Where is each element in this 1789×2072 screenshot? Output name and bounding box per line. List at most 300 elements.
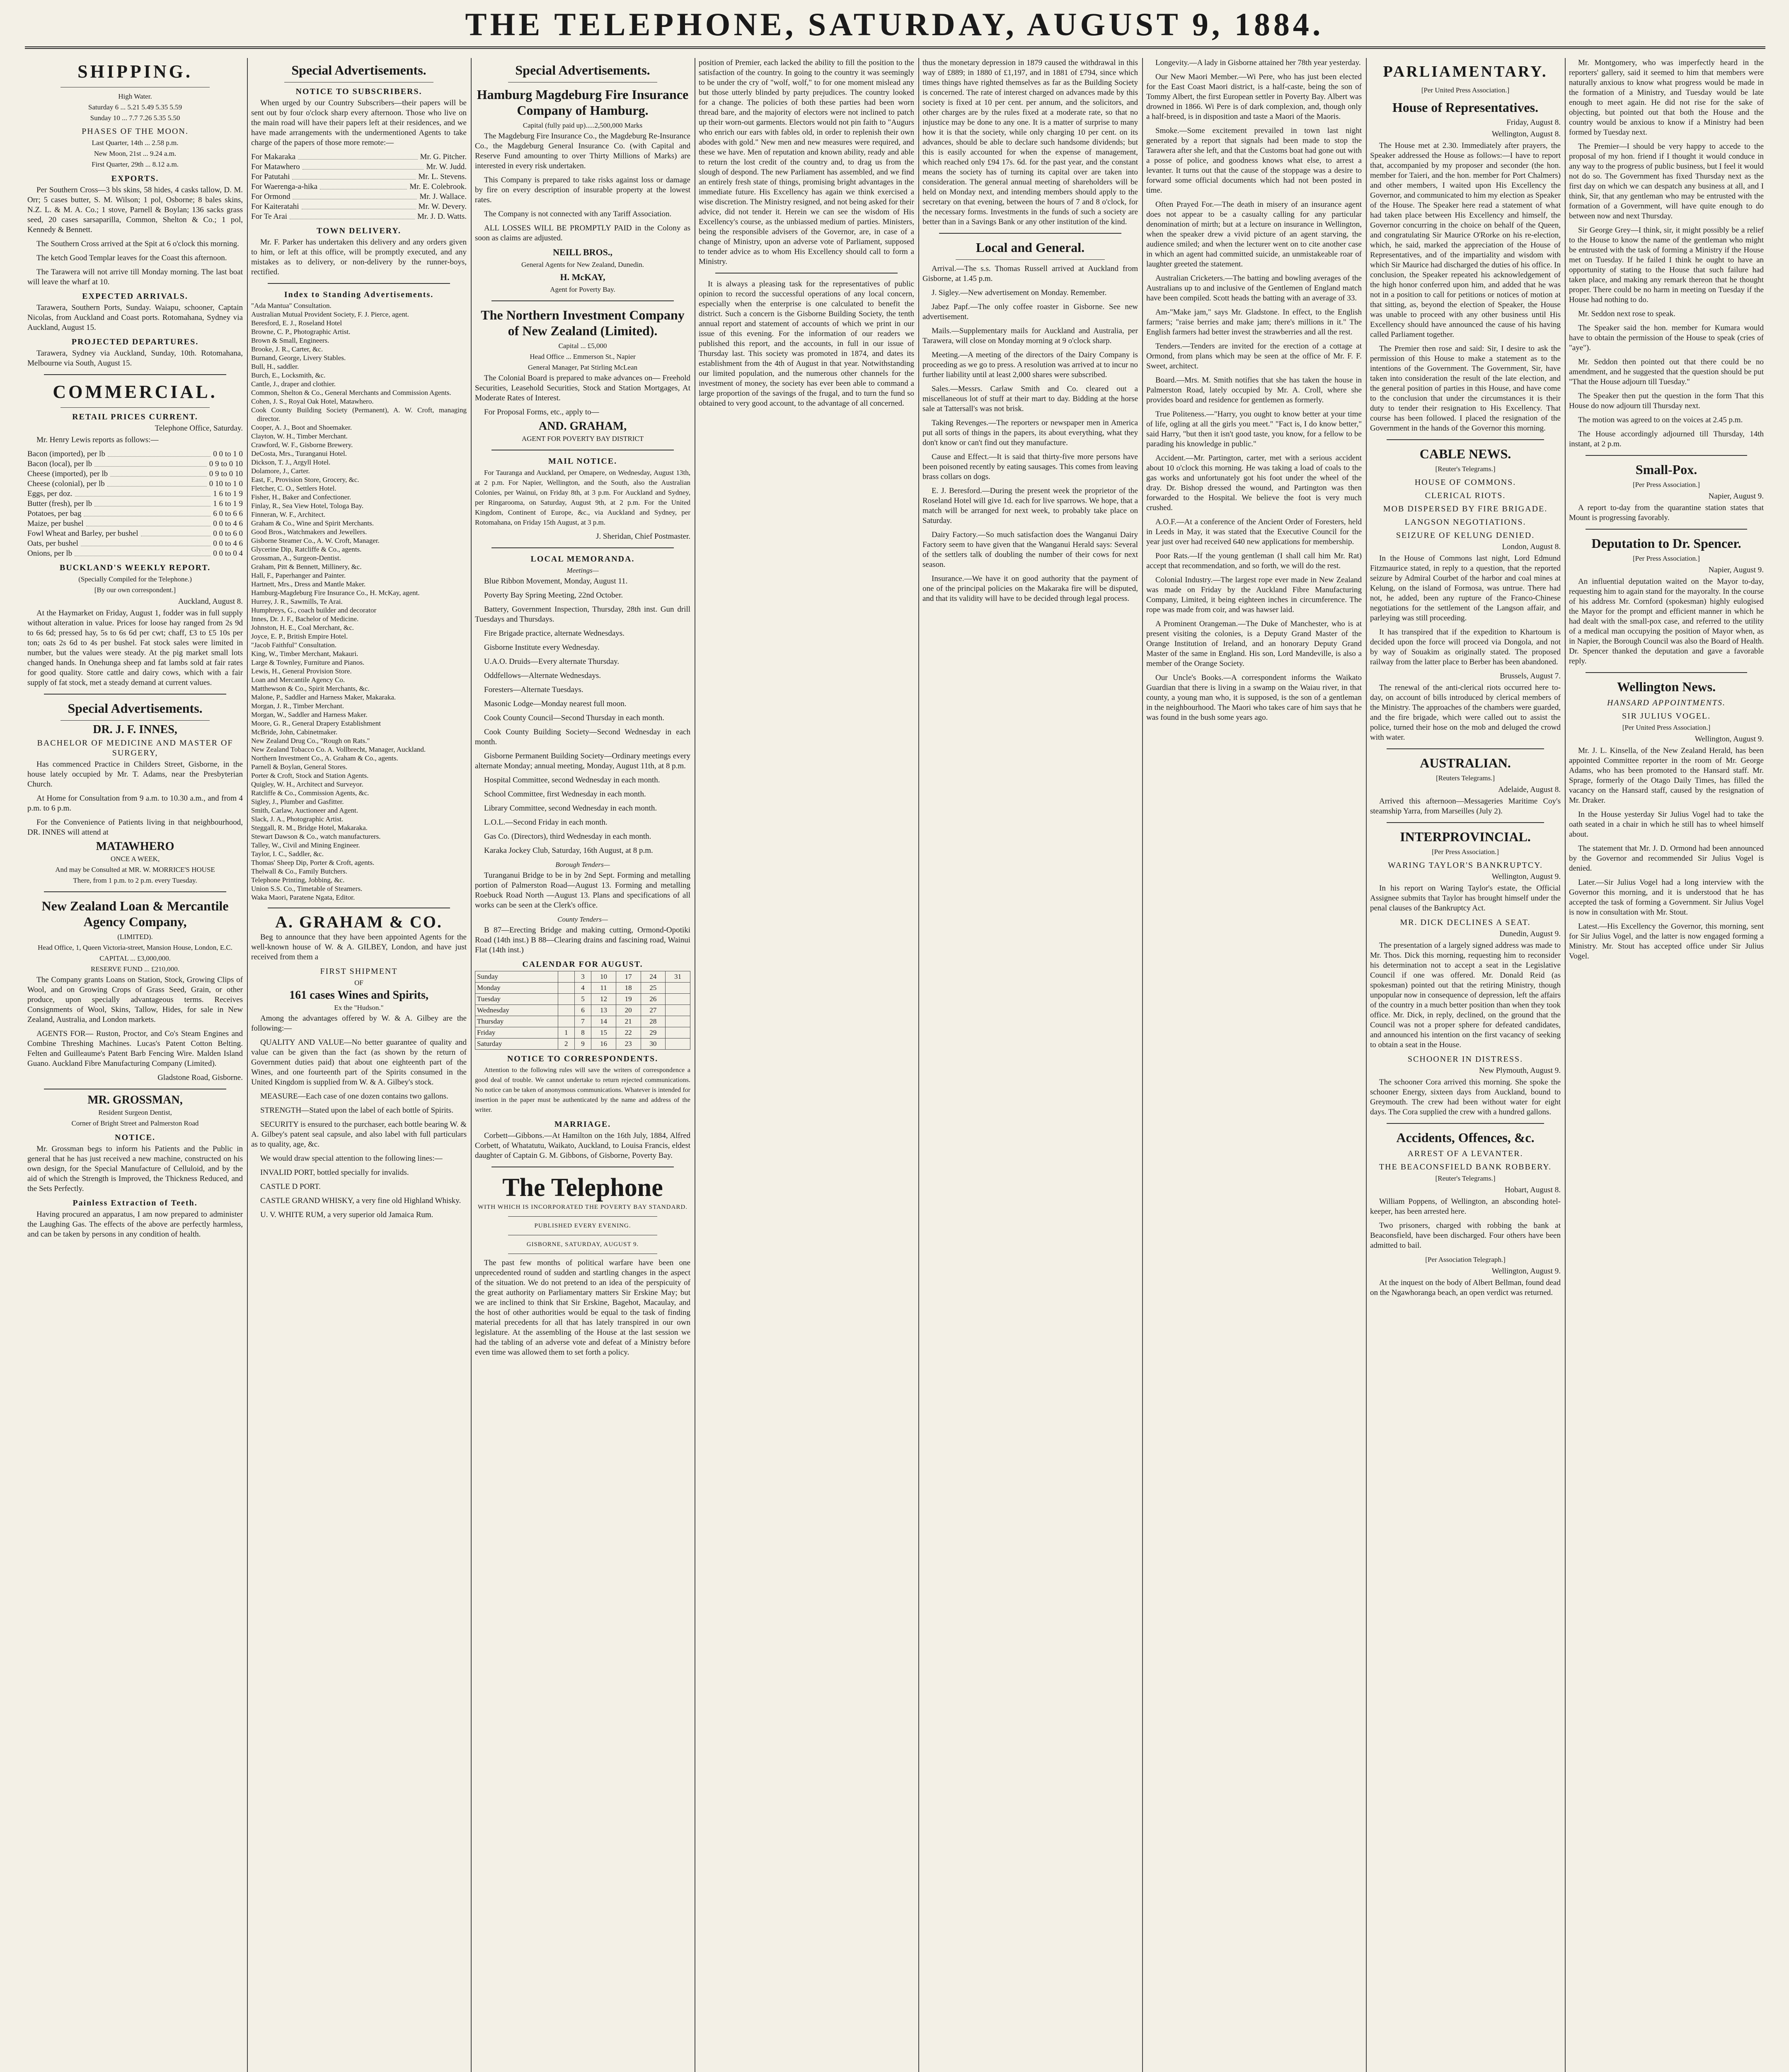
nzloan-limited: (LIMITED). <box>117 933 153 941</box>
marriage-text: Corbett—Gibbons.—At Hamilton on the 16th July, 1884, Alfred Corbett, of Whatatutu, Waikato, Auckland, to Louisa Francis, eldest daughter of Captain G. M. Gibbons, of Gisborne, Poverty Bay. <box>475 1131 690 1160</box>
graham-ex: Ex the "Hudson." <box>334 1004 384 1012</box>
innes-time: There, from 1 p.m. to 2 p.m. every Tuesday. <box>73 876 197 884</box>
index-item: Hamburg-Magdeburg Fire Insurance Co., H. McKay, agent. <box>251 589 420 597</box>
bank-dateline: Hobart, August 8. <box>1504 1186 1561 1194</box>
dick-text: The presentation of a largely signed address was made to Mr. Thos. Dick this morning, requesting him to reconsider his determination not to accept a seat in the Legislative Council if one was offered. Mr. Donald Reid (as spokesman) pointed out that the retiring Ministry, though unpopular now in consequence of depression, left the affairs of the country in a much better position than when they took office. Mr. Dick, in reply, declined, on the ground that the Council was not a proper sphere for defeated candidates, and announced his intention on the first vacancy of seeking to obtain a seat in the House. <box>1370 941 1561 1049</box>
tide-row: Sunday 10 ... 7.7 7.26 5.35 5.50 <box>90 114 180 122</box>
local-item: E. J. Beresford.—During the present week the proprietor of the Roseland Hotel will give 1d. each for live sparrows. We hope, that a match will be arranged for next week, to probably take place on Saturday. <box>922 487 1138 525</box>
retail-heading: RETAIL PRICES CURRENT. <box>72 412 198 421</box>
retail-sub: Telephone Office, Saturday. <box>155 424 243 433</box>
special-heading: Special Advertisements. <box>291 63 426 77</box>
index-item: Innes, Dr. J. F., Bachelor of Medicine. <box>251 615 359 623</box>
calendar-cell: 3 <box>574 971 591 983</box>
local-item: Mails.—Supplementary mails for Auckland and Australia, per Tarawera, will close on Monday morning at 9 o'clock sharp. <box>922 327 1138 345</box>
australian-dateline: Adelaide, August 8. <box>1498 785 1561 794</box>
price-leader <box>107 479 207 487</box>
meeting-item: Foresters—Alternate Tuesdays. <box>484 685 583 694</box>
innes-name: DR. J. F. INNES, <box>93 723 177 736</box>
meeting-item: Battery, Government Inspection, Thursday, 28th inst. Gun drill Tuesdays and Thursdays. <box>475 605 690 624</box>
hamburg-text: This Company is prepared to take risks against loss or damage by fire on every description of insurable property at the lowest rates. <box>475 176 690 204</box>
price-item: Maize, per bushel <box>27 519 84 528</box>
wellington-text: The statement that Mr. J. D. Ormond had been announced by the Governor and recommended Sir Julius Vogel is denied. <box>1569 844 1764 873</box>
index-item: DeCosta, Mrs., Turanganui Hotel. <box>251 450 347 457</box>
index-item: "Ada Mantua" Consultation. <box>251 302 332 310</box>
graham-line: U. V. WHITE RUM, a very superior old Jamaica Rum. <box>260 1210 433 1219</box>
local-memoranda-heading: LOCAL MEMORANDA. <box>530 554 635 564</box>
innes-when: ONCE A WEEK, <box>110 855 160 863</box>
calendar-cell: 6 <box>574 1005 591 1016</box>
index-item: East, F., Provision Store, Grocery, &c. <box>251 476 359 484</box>
index-item: Thomas' Sheep Dip, Porter & Croft, agents. <box>251 859 375 867</box>
northern-text: The Colonial Board is prepared to make advances on— Freehold Securities, Leasehold Securities, Stock and Station Mortgages, At Moderate Rates of Interest. <box>475 374 690 402</box>
price-row <box>27 509 243 519</box>
moon-row: First Quarter, 29th ... 8.12 a.m. <box>92 160 179 168</box>
index-item: Cook County Building Society (Permanent), A. W. Croft, managing director. <box>251 406 467 423</box>
price-leader <box>84 509 211 516</box>
wellington-text: Later.—Sir Julius Vogel had a long interview with the Governor this morning, and it is understood that he has accepted the task of forming a Government. Sir Julius Vogel is now in consultation with Mr. Stout. <box>1569 878 1764 917</box>
divider <box>1387 748 1544 749</box>
meeting-item: Blue Ribbon Movement, Monday, August 11. <box>484 577 628 586</box>
price-row <box>27 549 243 559</box>
local-items <box>1146 58 1362 723</box>
cable-subhead: SEIZURE OF KELUNG DENIED. <box>1396 531 1535 540</box>
calendar-cell <box>558 1016 574 1027</box>
hamburg-capital: Capital (fully paid up).....2,500,000 Marks <box>523 121 643 129</box>
price-leader <box>110 469 207 477</box>
expected-heading: EXPECTED ARRIVALS. <box>82 292 188 301</box>
calendar-cell: 13 <box>591 1005 616 1016</box>
divider <box>44 374 226 375</box>
price-row <box>27 499 243 509</box>
calendar-row <box>475 1005 690 1016</box>
projected-text: Tarawera, Sydney via Auckland, Sunday, 10th. Rotomahana, Melbourne via South, August 15. <box>27 349 243 368</box>
parliamentary-heading: PARLIAMENTARY. <box>1383 63 1548 80</box>
cable-text: The renewal of the anti-clerical riots occurred here to-day, on account of bills introduced by clerical members of the Ministry. The approaches of the chambers were guarded, and the fire brigade, which were called out to assist the police, turned their hose on the mob and deluged the crowd with water. <box>1370 683 1561 742</box>
calendar-cell: Friday <box>475 1027 558 1038</box>
grossman-notice: NOTICE. <box>115 1133 155 1142</box>
agent-leader <box>293 192 417 199</box>
local-item: Board.—Mrs. M. Smith notifies that she has taken the house in Palmerston Road, lately occupied by Mr. A. Croll, where she provides board and residence for gentlemen as formerly. <box>1146 376 1362 404</box>
price-row <box>27 449 243 459</box>
price-item: Cheese (imported), per lb <box>27 470 108 478</box>
price-row <box>27 489 243 499</box>
divider <box>1387 822 1544 823</box>
local-item: Arrival.—The s.s. Thomas Russell arrived at Auckland from Gisborne, at 1.45 p.m. <box>922 264 1138 283</box>
divider <box>956 259 1105 260</box>
agent-row <box>251 162 467 172</box>
calendar-cell: 18 <box>616 983 641 994</box>
index-item: Hartnett, Mrs., Dress and Mantle Maker. <box>251 580 366 588</box>
column-3 <box>475 58 690 2072</box>
local-item: Dairy Factory.—So much satisfaction does the Wanganui Dairy Factory seem to have given that the Wanganui Herald says: Several of the settlers talk of doubling the number of their cows for next season. <box>922 530 1138 569</box>
calendar-cell: 10 <box>591 971 616 983</box>
nzloan-text: The Company grants Loans on Station, Stock, Growing Clips of Wool, and on Growing Crops of Grass Seed, Grain, or other produce, upon specially advantageous terms. Receives Consignments of Wool, Skins, Tallow, Hides, for sale in New Zealand, Australia, and London markets. <box>27 975 243 1024</box>
index-item: Moore, G. R., General Drapery Establishment <box>251 719 381 727</box>
graham-cases: 161 cases Wines and Spirits, <box>289 989 428 1002</box>
divider <box>268 283 450 284</box>
price-value: 0 0 to 6 0 <box>213 529 243 538</box>
price-list <box>27 449 243 559</box>
northern-agent-sub: AGENT FOR POVERTY BAY DISTRICT <box>521 435 644 443</box>
masthead <box>0 0 1789 46</box>
special-heading: Special Advertisements. <box>68 701 203 716</box>
innes-where: And may be Consulted at MR. W. MORRICE'S HOUSE <box>55 866 215 874</box>
index-item: Finneran, W. F., Architect. <box>251 511 326 518</box>
county-heading: County Tenders— <box>557 915 608 923</box>
agent-name: Mr. L. Stevens. <box>418 172 467 181</box>
northern-forms: For Proposal Forms, etc., apply to— <box>484 408 599 416</box>
index-item: Cooper, A. J., Boot and Shoemaker. <box>251 424 352 431</box>
inquest-source: [Per Association Telegraph.] <box>1425 1256 1506 1264</box>
column-8 <box>1569 58 1764 2072</box>
price-leader <box>75 549 211 556</box>
building-society-article: It is always a pleasing task for the representatives of public opinion to record the successful operations of any local concern, especially when the enterprise is one calculated to benefit the district. Such a concern is the Gisborne Building Society, the tenth annual report and statement of accounts of which we print in our issue of this evening. For the information of our readers we published this report, and the accounts, in full in our issue of Thursday last. This society was promoted in 1874, and dates its establishment from the 4th of August in that year. Notwithstanding our limited population, and the numerous other channels for the investment of money, the society has ever been able to command a large proportion of the savings of the frugal, and to turn the fund so obtained to very good account, to the advantage of all concerned. <box>699 280 914 408</box>
local-items <box>922 264 1138 604</box>
wellington-source: [Per United Press Association.] <box>1622 724 1711 731</box>
calendar-cell: 16 <box>591 1038 616 1050</box>
calendar-cell: 17 <box>616 971 641 983</box>
index-item: Thelwall & Co., Family Butchers. <box>251 867 347 875</box>
interprovincial-heading: INTERPROVINCIAL. <box>1400 829 1531 844</box>
local-item: Colonial Industry.—The largest rope ever made in New Zealand was made on Friday by the Auckland Fibre Manufacturing Company, Limited, it being eighteen inches in circumference. The rope was made from coir, and was hawser laid. <box>1146 576 1362 614</box>
deputation-dateline: Napier, August 9. <box>1708 566 1764 574</box>
meeting-item: Hospital Committee, second Wednesday in each month. <box>484 776 660 784</box>
adjourned-text: The House accordingly adjourned till Thursday, 14th instant, at 2 p.m. <box>1569 430 1764 448</box>
expected-text: Tarawera, Southern Ports, Sunday. Waiapu, schooner, Captain Nicolas, from Auckland and Coast ports. Rotomahana, Sydney via Auckland, August 15. <box>27 303 243 332</box>
index-item: Good Bros., Watchmakers and Jewellers. <box>251 528 367 536</box>
column-rule <box>471 58 472 2072</box>
speaker-text: The Speaker then put the question in the form That this House do now adjourn till Thursday next. <box>1569 392 1764 410</box>
agent-place: For Patutahi <box>251 172 290 181</box>
meeting-item: Gisborne Permanent Building Society—Ordinary meetings every alternate Monday; annual meeting, Monday, August 11th, at 8 p.m. <box>475 752 690 770</box>
calendar-cell: 30 <box>641 1038 666 1050</box>
hamburg-losses: ALL LOSSES WILL BE PROMPTLY PAID in the Colony as soon as claims are adjusted. <box>475 224 690 242</box>
northern-agent: AND. GRAHAM, <box>538 420 627 433</box>
calendar-cell: 31 <box>666 971 690 983</box>
projected-heading: PROJECTED DEPARTURES. <box>71 337 199 346</box>
column-rule <box>1142 58 1143 2072</box>
calendar-cell: Saturday <box>475 1038 558 1050</box>
price-row <box>27 519 243 529</box>
agent-leader <box>292 172 416 179</box>
graham-security: SECURITY is ensured to the purchaser, each bottle bearing W. & A. Gilbey's patent seal capsule, and also label with full particulars as to quality, age, &c. <box>251 1120 467 1149</box>
calendar-cell <box>666 983 690 994</box>
divider <box>491 300 674 301</box>
index-item: Slack, J. A., Photographic Artist. <box>251 815 344 823</box>
smallpox-source: [Per Press Association.] <box>1633 481 1700 489</box>
premier-text: Mr. Montgomery, who was imperfectly heard in the reporters' gallery, said it seemed to him that members were naturally anxious to know what progress would be made in the formation of a Ministry, and Tuesday would be late enough to meet again. He did not rise for the sake of objecting, but pointed out that both the House and the country would be anxious to know if a Ministry had been formed by Tuesday next. <box>1569 58 1764 137</box>
agent-name: Mr. W. Devery. <box>418 202 467 211</box>
price-value: 0 0 to 4 6 <box>213 539 243 548</box>
northern-capital: Capital ... £5,000 <box>558 342 607 350</box>
local-item: Our New Maori Member.—Wi Pere, who has just been elected for the East Coast Maori district, is a half-caste, being the son of Tommy Albert, the first European settler in Poverty Bay. Albert was drowned in 1866. Wi Pere is of dark complexion, and, though only a half-breed, is in disposition and taste a Maori of the Maoris. <box>1146 73 1362 121</box>
column-4 <box>699 58 914 2072</box>
meeting-item: L.O.L.—Second Friday in each month. <box>484 818 608 827</box>
calendar-cell: Monday <box>475 983 558 994</box>
price-row <box>27 529 243 539</box>
nzloan-heading: New Zealand Loan & Mercantile Agency Company, <box>41 898 229 929</box>
index-item: Browne, C. P., Photographic Artist. <box>251 328 351 336</box>
schooner-heading: SCHOONER IN DISTRESS. <box>1407 1055 1523 1064</box>
meeting-item: Gisborne Institute every Wednesday. <box>484 643 600 652</box>
hamburg-mckay: H. McKAY, <box>560 272 605 282</box>
index-item: Crawford, W. F., Gisborne Brewery. <box>251 441 353 449</box>
agent-leader <box>320 182 407 189</box>
meeting-item: Library Committee, second Wednesday in each month. <box>484 804 657 813</box>
index-item: Johnston, H. E., Coal Merchant, &c. <box>251 624 354 632</box>
interprovincial-source: [Per Press Association.] <box>1432 848 1499 856</box>
bank-source: [Reuter's Telegrams.] <box>1435 1174 1496 1182</box>
index-item: Fisher, H., Baker and Confectioner. <box>251 493 351 501</box>
index-item: Common, Shelton & Co., General Merchants and Commission Agents. <box>251 389 451 397</box>
index-item: Union S.S. Co., Timetable of Steamers. <box>251 885 363 893</box>
meeting-item: Poverty Bay Spring Meeting, 22nd October. <box>484 591 623 600</box>
index-item: New Zealand Drug Co., "Rough on Rats." <box>251 737 370 745</box>
divider <box>61 720 210 721</box>
calendar-cell: Thursday <box>475 1016 558 1027</box>
mail-sign: J. Sheridan, Chief Postmaster. <box>596 532 690 541</box>
price-leader <box>94 459 207 467</box>
borough-heading: Borough Tenders— <box>555 861 610 869</box>
seddon-text: Mr. Seddon then pointed out that there could be no amendment, and he suggested that the question should be put "That the House adjourn till Tuesday." <box>1569 358 1764 386</box>
graham-attention: We would draw special attention to the following lines:— <box>260 1154 443 1163</box>
agent-row <box>251 202 467 212</box>
australian-heading: AUSTRALIAN. <box>1420 755 1511 770</box>
calendar-row <box>475 971 690 983</box>
nzloan-reserve: RESERVE FUND ... £210,000. <box>91 965 179 973</box>
index-item: Taylor, I. C., Saddler, &c. <box>251 850 324 858</box>
innes-text: Has commenced Practice in Childers Street, Gisborne, in the house lately occupied by Mr. T. Adams, near the Presbyterian Church. <box>27 760 243 789</box>
index-item: Smith, Carlaw, Auctioneer and Agent. <box>251 806 358 814</box>
cable-subhead: LANGSON NEGOTIATIONS. <box>1404 518 1526 527</box>
masthead-rule <box>25 46 1765 49</box>
northern-manager: General Manager, Pat Stirling McLean <box>528 363 638 371</box>
shipping-heading: SHIPPING. <box>77 61 193 82</box>
calendar-cell <box>558 971 574 983</box>
index-item: Talley, W., Civil and Mining Engineer. <box>251 841 360 849</box>
index-item: Stewart Dawson & Co., watch manufacturers. <box>251 833 381 840</box>
index-item: Graham, Pitt & Bennett, Millinery, &c. <box>251 563 362 571</box>
agent-row <box>251 212 467 222</box>
grossman-name: MR. GROSSMAN, <box>87 1094 183 1106</box>
agent-list <box>251 152 467 222</box>
calendar-table <box>475 971 690 1050</box>
index-item: Steggall, R. M., Bridge Hotel, Makaraka. <box>251 824 368 832</box>
nzloan-capital: CAPITAL ... £3,000,000. <box>99 954 171 962</box>
price-leader <box>86 519 211 526</box>
agent-leader <box>298 152 417 160</box>
local-item: True Politeness.—"Harry, you ought to know better at your time of life, ogling at all the girls you meet." "Fact is, I do know better," said Harry, "but then it isn't good taste, you know, for a fellow to be parading his knowledge in public." <box>1146 410 1362 448</box>
meeting-item: Cook County Council—Second Thursday in each month. <box>484 714 665 722</box>
inquest-text: At the inquest on the body of Albert Bellman, found dead on the Ngawhoranga beach, an open verdict was returned. <box>1370 1278 1561 1297</box>
agent-place: For Te Arai <box>251 212 287 221</box>
town-heading: TOWN DELIVERY. <box>316 226 401 235</box>
correspondents-heading: NOTICE TO CORRESPONDENTS. <box>507 1054 658 1063</box>
agent-row <box>251 152 467 162</box>
index-item: Bull, H., saddler. <box>251 363 299 370</box>
marriage-heading: MARRIAGE. <box>554 1120 611 1129</box>
building-society-continued: thus the monetary depression in 1879 caused the withdrawal in this way of £889; in 1880 of £1,197, and in 1881 of £794, since which times things have righted themselves as far as the Building Society is concerned. The rate of interest charged on advances made by this society is fixed at 10 per cent. per annum, and the solicitors, and other charges are by the rules fixed at a moderate rate, so that no injustice may be done to any one. It is a matter of surprise to many how it is that the society, while only charging 10 per cent. on its advances, should be able to declare such handsome dividends; but this is easily accounted for when the expense of management, which reached only £94 17s. 6d. for the past year, and the constant means the society has of turning its capital over are taken into consideration. The general annual meeting of shareholders will be held on Monday next, and intending members should apply to the secretary on that evening, between the hours of 7 and 8 o'clock, for the necessary forms. Investments in the funds of such a society are better than in a Savings Bank or any other institution of the kind. <box>922 58 1138 226</box>
calendar-cell: 27 <box>641 1005 666 1016</box>
hamburg-mckay-sub: Agent for Poverty Bay. <box>550 286 615 293</box>
calendar-heading: CALENDAR FOR AUGUST. <box>522 960 643 969</box>
masthead-title: THE TELEPHONE, SATURDAY, AUGUST 9, 1884. <box>465 6 1324 42</box>
index-item: Graham & Co., Wine and Spirit Merchants. <box>251 519 374 527</box>
index-item: Glycerine Dip, Ratcliffe & Co., agents. <box>251 545 362 553</box>
calendar-row <box>475 1016 690 1027</box>
price-item: Bacon (imported), per lb <box>27 450 105 458</box>
inquest-dateline: Wellington, August 9. <box>1491 1267 1561 1276</box>
house-text: The Premier then rose and said: Sir, I desire to ask the permission of this House to make a statement as to the intentions of the Government. The Government, Sir, have taken into consideration the result of the late election, and the general position of parties in this House, and have come to the conclusion that under the circumstances it is their duty to tender their resignation to His Excellency. That course has been followed. I placed the resignation of the Government in the hands of the Governor this morning. <box>1370 344 1561 433</box>
price-item: Onions, per lb <box>27 549 73 558</box>
index-item: Finlay, R., Sea View Hotel, Tologa Bay. <box>251 502 364 510</box>
hamburg-neill: NEILL BROS., <box>553 247 612 257</box>
column-6 <box>1146 58 1362 2072</box>
divider <box>1387 1123 1544 1124</box>
column-1 <box>27 58 243 2072</box>
grossman-address: Corner of Bright Street and Palmerston Road <box>71 1119 199 1127</box>
calendar-cell: 1 <box>558 1027 574 1038</box>
index-item: Joyce, E. P., British Empire Hotel. <box>251 632 348 640</box>
meeting-item: Oddfellows—Alternate Wednesdays. <box>484 671 601 680</box>
calendar-cell: 15 <box>591 1027 616 1038</box>
buckland-sub: (Specially Compiled for the Telephone.) <box>78 575 192 583</box>
calendar-row <box>475 1027 690 1038</box>
accidents-heading: Accidents, Offences, &c. <box>1396 1130 1535 1145</box>
calendar-cell <box>666 994 690 1005</box>
price-row <box>27 539 243 549</box>
index-item: Cantle, J., draper and clothier. <box>251 380 336 388</box>
graham-line: INVALID PORT, bottled specially for invalids. <box>260 1168 409 1177</box>
cable-text: It has transpired that if the expedition to Khartoum is decided upon the force will proceed via Dongola, and not by way of Souakim as originally stated. The proposed railway from the latter place to Berber has been abandoned. <box>1370 628 1561 666</box>
parliamentary-source: [Per United Press Association.] <box>1421 86 1510 94</box>
calendar-cell: Wednesday <box>475 1005 558 1016</box>
agent-place: For Matawhero <box>251 162 300 171</box>
index-item: Sigley, J., Plumber and Gasfitter. <box>251 798 344 806</box>
divider <box>508 1216 657 1217</box>
deputation-heading: Deputation to Dr. Spencer. <box>1591 536 1741 551</box>
graham-text: Beg to announce that they have been appointed Agents for the well-known house of W. & A. GILBEY, London, and have just received from them a <box>251 933 467 961</box>
calendar-cell: 28 <box>641 1016 666 1027</box>
column-5 <box>922 58 1138 2072</box>
divider <box>1586 455 1747 456</box>
calendar-cell <box>558 1005 574 1016</box>
local-item: Longevity.—A lady in Gisborne attained her 78th year yesterday. <box>1155 58 1361 67</box>
telephone-nameplate: The Telephone <box>502 1174 663 1202</box>
calendar-cell: 7 <box>574 1016 591 1027</box>
retail-note: Mr. Henry Lewis reports as follows:— <box>36 436 159 444</box>
index-item: King, W., Timber Merchant, Makauri. <box>251 650 358 658</box>
speaker-text: The Speaker said the hon. member for Kumara would have to obtain the permission of the House to speak (cries of "aye"). <box>1569 324 1764 352</box>
cable-subhead: MOB DISPERSED BY FIRE BRIGADE. <box>1383 504 1548 513</box>
meetings-heading: Meetings— <box>566 566 599 574</box>
hansard-heading: HANSARD APPOINTMENTS. <box>1607 698 1726 707</box>
divider <box>1387 439 1544 440</box>
price-row <box>27 469 243 479</box>
local-item: Smoke.—Some excitement prevailed in town last night generated by a report that signals had been made to stop the Tarawera after she left, and that the Customs boat had gone out with a posse of police, and goodness knows what else, to arrest a levanter. It turns out that the cause of the stoppage was a desire to forward some official documents which had not been posted in time. <box>1146 126 1362 195</box>
arrest-heading: ARREST OF A LEVANTER. <box>1407 1149 1523 1158</box>
index-item: Australian Mutual Provident Society, F. J. Pierce, agent. <box>251 310 409 318</box>
buckland-text: At the Haymarket on Friday, August 1, fodder was in full supply without alteration in value. Prices for loose hay ranged from 2s 9d to 6s 6d; pressed hay, 5s to 6s 6d per cwt; chaff, £3 to £5 10s per ton; oats 2s 6d to 4s per bushel. Fat stock sales were limited in number, but the values were steady. At the pig market small lots changed hands. In Onehunga sheep and fat lambs sold at fair rates for good quality. Store cattle and dairy cows, which with a fair supply of fat stock, met a steady demand at current values. <box>27 609 243 687</box>
deputation-source: [Per Press Association.] <box>1633 554 1700 562</box>
schooner-text: The schooner Cora arrived this morning. She spoke the schooner Energy, sixteen days from Auckland, bound to Greymouth. The crew had been without water for eight days. The Cora supplied the crew with a hundred gallons. <box>1370 1078 1561 1116</box>
agent-leader <box>302 202 416 209</box>
local-item: Am-"Make jam," says Mr. Gladstone. In effect, to the English farmers; "raise berries and make jam; there's millions in it." The English farmers had better invest the strawberries and all the rest. <box>1146 308 1362 336</box>
divider <box>1586 672 1747 673</box>
notice-heading: NOTICE TO SUBSCRIBERS. <box>295 87 422 96</box>
agent-leader <box>290 212 415 219</box>
wellington-dateline: Wellington, August 9. <box>1695 735 1764 743</box>
seddon-text: Mr. Seddon next rose to speak. <box>1578 310 1675 318</box>
house-dateline: Wellington, August 8. <box>1491 130 1561 138</box>
price-item: Bacon (local), per lb <box>27 460 92 468</box>
innes-place: MATAWHERO <box>96 840 174 853</box>
index-item: Quigley, W. H., Architect and Surveyor. <box>251 780 363 788</box>
local-item: J. Sigley.—New advertisement on Monday. Remember. <box>932 288 1107 297</box>
local-item: A.O.F.—At a conference of the Ancient Order of Foresters, held in Leeds in May, it was stated that the Executive Council for the year just over had received 640 new applications for membership. <box>1146 518 1362 546</box>
calendar-cell: 14 <box>591 1016 616 1027</box>
price-item: Butter (fresh), per lb <box>27 499 92 508</box>
graham-of: OF <box>354 979 363 987</box>
house-text: The House met at 2.30. Immediately after prayers, the Speaker addressed the House as follows:—I have to report that, accompanied by my proposer and seconder (the hon. member for Taieri, and the hon. member for Port Chalmers) and other members, I waited upon His Excellency the Governor, and communicated to him my election as Speaker of the House. The Speaker here read a statement of what had taken place between His Excellency and himself, the Governor concurring in the choice on behalf of the Queen, and congratulating Sir Maurice O'Rorke on his re-election, which, he said, marked the appreciation of the House of Representatives, and of the impartiality and wisdom with which Sir Maurice had discharged the duties of his office. In conclusion, the Speaker repeated his acknowledgement of the high honor conferred upon him, and added that he was not in a position to call for petitions or notices of motion at that sitting, as, beyond the election of Speaker, the House was unable to proceed with any other business until His Excellency should have announced the cause of his having called Parliament together. <box>1370 141 1561 339</box>
agent-name: Mr. E. Colebrook. <box>409 182 467 191</box>
index-item: Clayton, W. H., Timber Merchant. <box>251 432 348 440</box>
index-item: Waka Maori, Paratene Ngata, Editor. <box>251 893 355 901</box>
schooner-dateline: New Plymouth, August 9. <box>1479 1066 1561 1075</box>
calendar-cell <box>666 1005 690 1016</box>
index-item: Burch, E., Locksmith, &c. <box>251 371 326 379</box>
index-item: Morgan, J. R., Timber Merchant. <box>251 702 344 710</box>
graham-measure: MEASURE—Each case of one dozen contains two gallons. <box>260 1092 448 1101</box>
meetings-list <box>475 576 690 856</box>
premier-text: The Premier—I should be very happy to accede to the proposal of my hon. friend if I thought it would conduce in any way to the progress of public business, but I feel it would not do so. The Government has fixed Thursday next as the first day on which we can despatch any business at all, and I think, Sir, that any gentleman who may be entrusted with the formation of a Government, will have quite enough to do between now and next Thursday. <box>1569 142 1764 220</box>
calendar-cell <box>558 983 574 994</box>
local-item: Tenders.—Tenders are invited for the erection of a cottage at Ormond, from plans which may be seen at the office of Mr. F. F. Sweet, architect. <box>1146 342 1362 370</box>
waring-text: In his report on Waring Taylor's estate, the Official Assignee submits that Taylor has brought himself under the penal clauses of the Bankruptcy Act. <box>1370 884 1561 913</box>
calendar-cell: 29 <box>641 1027 666 1038</box>
agent-name: Mr. G. Pitcher. <box>420 152 467 161</box>
northern-office: Head Office ... Emmerson St., Napier <box>530 353 636 361</box>
index-item: Large & Townley, Furniture and Pianos. <box>251 658 365 666</box>
leader-continued: position of Premier, each lacked the ability to fill the position to the satisfaction of the country. In going to the country it was seemingly to be under the cry of "wolf, wolf," to for one moment mislead any but those utterly blinded by party prejudices. The country looked for a change. The policies of both these parties had been worn thread bare, and the majority of electors were not inclined to patch up their worn-out garments. Electors would not pin faith to "Augurs who enrich our ears with fables old, in order to replenish their own abodes with gold." New men and new measures were required, and these we have. Men of reputation and known ability, ready and able to return the lost credit of the country and, to drag us from the slough of despond. The new Parliament has assembled, and we find an entirely fresh state of things, promising bright advantages in the immediate future. His Excellency has again we think exercised a wise discretion. The Ministry resigned, and not being asked for their advice, did not tender it. Herein we can see the wisdom of His Excellency's course, as the unbiassed medium of parties. Ministers, being the responsible advisers of the Governor, are, in case of a change of Ministry, upon an adverse vote of Parliament, supposed to tender advice as to whom His Excellency should call to form a Ministry. <box>699 58 914 266</box>
local-item: Cause and Effect.—It is said that thirty-five more persons have been poisoned recently by eating sausages. This comes from leaving brass collars on dogs. <box>922 453 1138 481</box>
exports-text: Per Southern Cross—3 bls skins, 58 hides, 4 casks tallow, D. M. Orr; 5 cases butter, S. M. Wilson; 1 pol, Osborne; 8 bales skins, N.Z. L. & M. A. Co.; 1 stove, Parnell & Boylan; 136 sacks grass seed, 20 cases sarsaparilla, Common, Shelton & Co.; 1 pol, Kennedy & Bennett. <box>27 186 243 234</box>
smallpox-text: A report to-day from the quarantine station states that Mount is progressing favorably. <box>1569 503 1764 522</box>
advertisement-index <box>251 301 467 902</box>
nzloan-agents: AGENTS FOR— Ruston, Proctor, and Co's Steam Engines and Combine Threshing Machines. Lucas's Patent Cotton Belting. Felten and Guilleaume's Patent Barb Fencing Wire. Malden Island Guano. Auckland Fibre Manufacturing Company (Limited). <box>27 1029 243 1068</box>
calendar-row <box>475 983 690 994</box>
shipping-paragraph: The Tarawera will not arrive till Monday morning. The last boat will leave the wharf at 10. <box>27 268 243 286</box>
index-item: Beresford, E. J., Roseland Hotel <box>251 319 342 327</box>
calendar-cell: Sunday <box>475 971 558 983</box>
index-item: Hall, F., Paperhanger and Painter. <box>251 571 346 579</box>
agent-name: Mr. J. D. Watts. <box>417 212 467 221</box>
mail-text: For Tauranga and Auckland, per Omapere, on Wednesday, August 13th, at 2 p.m. For Napier, Wellington, and the South, also the Australian Colonies, per Wainui, on Friday 8th, at 3 p.m. For Auckland and Sydney, per Ringarooma, on Saturday, August 9th, at 2 p.m. For the United Kingdom, Continent of Europe, &c., via Auckland and Sydney, per Rotomahana, on Friday 15th August, at 3 p.m. <box>475 469 690 526</box>
index-item: Gisborne Steamer Co., A. W. Croft, Manager. <box>251 537 380 545</box>
divider <box>939 233 1121 234</box>
hamburg-neill-sub: General Agents for New Zealand, Dunedin. <box>521 261 644 269</box>
australian-source: [Reuters Telegrams.] <box>1436 774 1495 782</box>
agent-name: Mr. W. Judd. <box>426 162 467 171</box>
index-item: Dickson, T. J., Argyll Hotel. <box>251 458 331 466</box>
divider <box>715 273 898 274</box>
graham-strength: STRENGTH—Stated upon the label of each bottle of Spirits. <box>260 1106 453 1115</box>
smallpox-heading: Small-Pox. <box>1635 462 1697 477</box>
graham-heading: A. GRAHAM & CO. <box>275 913 443 931</box>
index-heading: Index to Standing Advertisements. <box>284 290 434 299</box>
calendar-cell: 23 <box>616 1038 641 1050</box>
index-item: McBride, John, Cabinetmaker. <box>251 728 338 736</box>
